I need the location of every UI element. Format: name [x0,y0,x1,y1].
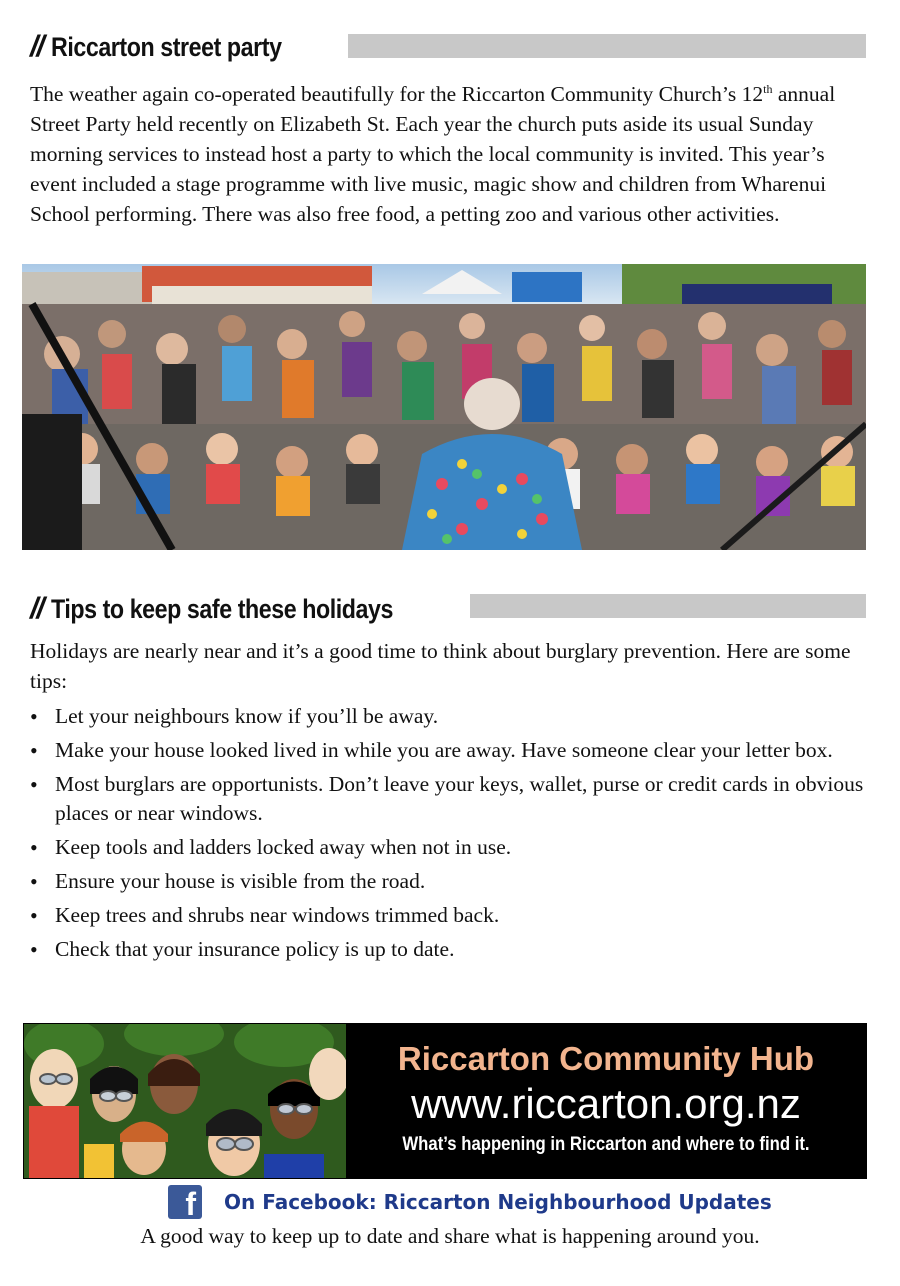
banner-url[interactable]: www.riccarton.org.nz [411,1080,801,1127]
closing-text: A good way to keep up to date and share what is happening around you. [140,1224,760,1248]
tips-intro: Holidays are nearly near and it’s a good time to think about burglary prevention. Here are some tips: [30,639,851,693]
section-heading-street-party [30,30,319,64]
heading-bar [348,34,866,58]
street-party-photo [22,264,866,550]
heading-slashes: // [30,30,43,63]
tip-item: • Ensure your house is visible from the road. [30,867,870,896]
facebook-line[interactable] [168,1185,772,1219]
heading-slashes: // [30,592,43,625]
tip-item: • Check that your insurance policy is up to date. [30,935,870,964]
cartoon-faces-illustration [24,1024,346,1178]
heading-text: Riccarton street party [50,31,282,62]
community-hub-banner[interactable] [23,1023,867,1179]
banner-tagline: What’s happening in Riccarton and where to find it. [402,1134,810,1155]
facebook-text[interactable]: On Facebook: Riccarton Neighbourhood Updates [224,1190,772,1214]
facebook-icon: f [168,1185,202,1219]
tip-item: • Keep tools and ladders locked away when not in use. [30,833,870,862]
tip-item: • Keep trees and shrubs near windows trimmed back. [30,901,870,930]
tip-item: • Make your house looked lived in while you are away. Have someone clear your letter box. [30,736,870,765]
street-party-paragraph: The weather again co-operated beautifully for the Riccarton Community Church’s 12th annual Street Party held recently on Elizabeth St. Each year the church puts aside its usual Sunday morning services to instead host a party to which the local community is invited. This year’s event included a stage programme with live music, magic show and children from Wharenui School performing. There was also free food, a petting zoo and various other activities. [30,82,836,227]
banner-text-panel [346,1024,866,1178]
heading-bar [470,594,866,618]
tip-item: • Let your neighbours know if you’ll be away. [30,702,870,731]
section-heading-holiday-tips [30,592,448,626]
tips-list [30,702,870,969]
banner-title: Riccarton Community Hub [397,1040,815,1077]
heading-text: Tips to keep safe these holidays [50,593,393,624]
tip-item: • Most burglars are opportunists. Don’t leave your keys, wallet, purse or credit cards in obvious places or near windows. [30,770,870,828]
